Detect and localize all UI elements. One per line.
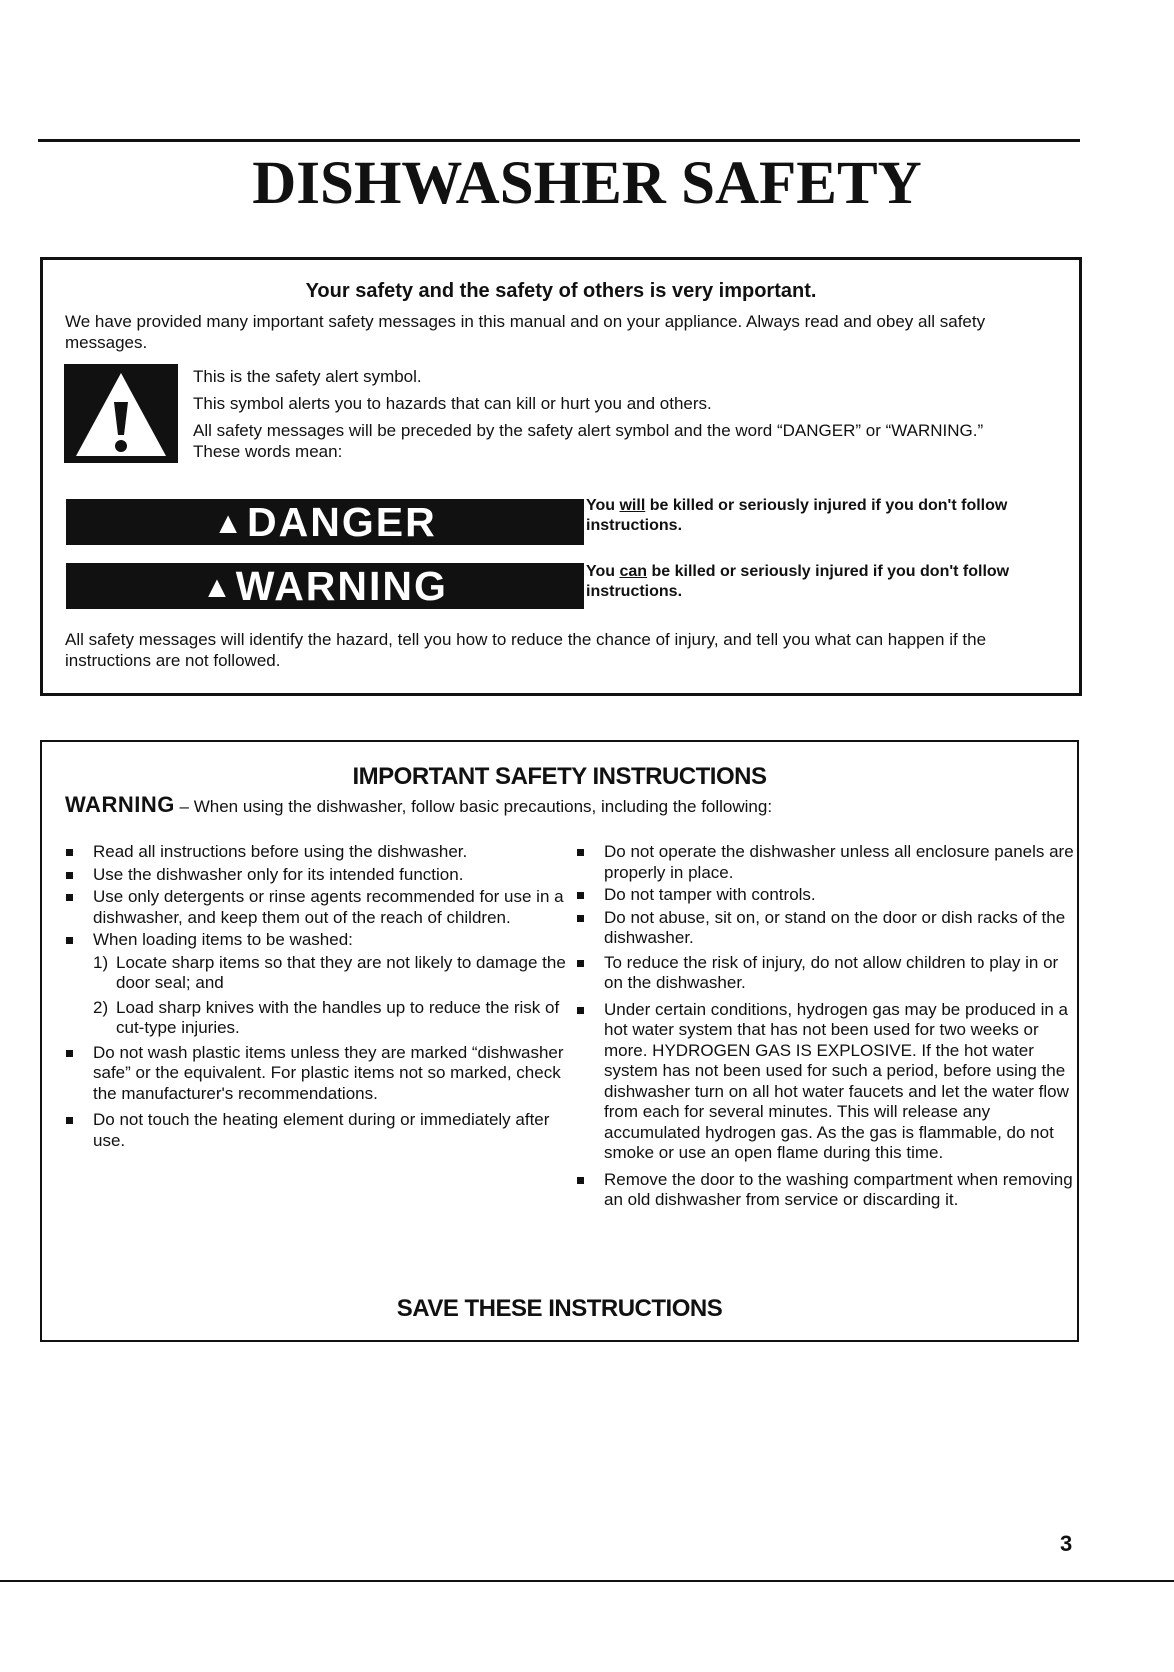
important-instructions-box [40,740,1079,1342]
step-number: 1) [93,952,109,972]
list-item [574,1000,1074,1164]
bullet-icon [577,915,584,922]
bullet-icon [577,892,584,899]
bullet-icon [66,849,73,856]
list-item [574,842,1074,883]
list-item-text: To reduce the risk of injury, do not allow children to play in or on the dishwasher. [604,952,1059,992]
step-text: Load sharp knives with the handles up to reduce the risk of cut-type injuries. [116,997,560,1037]
list-item-text: Do not tamper with controls. [604,885,816,904]
list-item [63,1043,573,1105]
instructions-left-column [63,842,573,1153]
list-item [574,885,1074,906]
warning-line-text: – When using the dishwasher, follow basic precautions, including the following: [174,797,773,816]
safety-subheading: Your safety and the safety of others is very important. [305,280,817,302]
symbol-line: This is the safety alert symbol. [193,367,422,386]
safety-intro: We have provided many important safety messages in this manual and on your appliance. Always read and obey all safety messages. [65,312,986,352]
instructions-warning-line [65,792,772,818]
safety-symbol-description [193,366,1023,468]
bullet-icon [66,1117,73,1124]
bullet-icon [66,1050,73,1057]
page-title: DISHWASHER SAFETY [252,150,922,217]
warning-label: WARNING [235,563,448,609]
warning-signal-bar [66,563,584,609]
list-item-text: Do not wash plastic items unless they are marked “dishwasher safe” or the equivalent. For plastic items not so marked, check the manufacturer's recommendations. [93,1042,564,1103]
list-item [63,865,573,886]
warning-meaning [586,562,1056,602]
danger-text-after: be killed or seriously injured if you don't follow instructions. [586,497,1008,534]
bullet-icon [66,937,73,944]
danger-signal-bar [66,499,584,545]
list-item [63,887,573,928]
save-instructions-footer: SAVE THESE INSTRUCTIONS [396,1295,723,1322]
instructions-heading: IMPORTANT SAFETY INSTRUCTIONS [352,763,767,790]
bullet-icon [577,1177,584,1184]
warning-word: WARNING [65,792,175,817]
danger-text-before: You [586,497,620,514]
bullet-icon [66,894,73,901]
top-rule [38,139,1080,142]
loading-step [93,998,573,1039]
warning-text-before: You [586,563,620,580]
list-item-text: Do not operate the dishwasher unless all enclosure panels are properly in place. [604,842,1074,882]
step-number: 2) [93,997,109,1017]
symbol-line: This symbol alerts you to hazards that can kill or hurt you and others. [193,394,712,413]
list-item [63,930,573,1039]
bottom-rule [0,1580,1174,1582]
symbol-line: All safety messages will be preceded by the safety alert symbol and the word “DANGER” or “WARNING.” These words mean: [193,421,984,461]
list-item-text: When loading items to be washed: [93,930,353,949]
danger-meaning [586,496,1056,536]
list-item [574,1170,1074,1211]
warning-emphasis: can [619,563,648,580]
list-item-text: Do not abuse, sit on, or stand on the door or dish racks of the dishwasher. [604,907,1066,947]
list-item-text: Use only detergents or rinse agents recommended for use in a dishwasher, and keep them out of the reach of children. [93,887,564,927]
bullet-icon [66,872,73,879]
instructions-right-column [574,842,1074,1213]
danger-emphasis: will [619,497,646,514]
step-text: Locate sharp items so that they are not likely to damage the door seal; and [116,952,566,992]
loading-step [93,953,573,994]
list-item-text: Use the dishwasher only for its intended function. [93,864,464,884]
bullet-icon [577,1007,584,1014]
list-item [574,908,1074,949]
safety-message-box [40,257,1082,696]
page-number: 3 [1060,1531,1073,1556]
warning-triangle-icon: ▲ [213,507,245,540]
list-item-text: Read all instructions before using the dishwasher. [93,842,468,861]
bullet-icon [577,960,584,967]
safety-outro: All safety messages will identify the hazard, tell you how to reduce the chance of injury, and tell you what can happen if the instructions are not followed. [65,630,987,670]
safety-alert-icon [64,364,178,463]
list-item [574,953,1074,994]
list-item [63,842,573,863]
warning-text-after: be killed or seriously injured if you don't follow instructions. [586,563,1010,600]
list-item-text: Do not touch the heating element during or immediately after use. [93,1110,550,1150]
list-item-text: Under certain conditions, hydrogen gas may be produced in a hot water system that has not been used for two weeks or more. HYDROGEN GAS IS EXPLOSIVE. If the hot water system has not been used for such a period, before using the dishwasher turn on all hot water faucets and let the water flow from each for several minutes. This will release any accumulated hydrogen gas. As the gas is flammable, do not smoke or use an open flame during this time. [604,999,1069,1162]
warning-triangle-icon: ▲ [202,571,234,604]
list-item [63,1110,573,1151]
list-item-text: Remove the door to the washing compartment when removing an old dishwasher from service or discarding it. [604,1169,1073,1209]
danger-label: DANGER [247,499,437,545]
bullet-icon [577,849,584,856]
